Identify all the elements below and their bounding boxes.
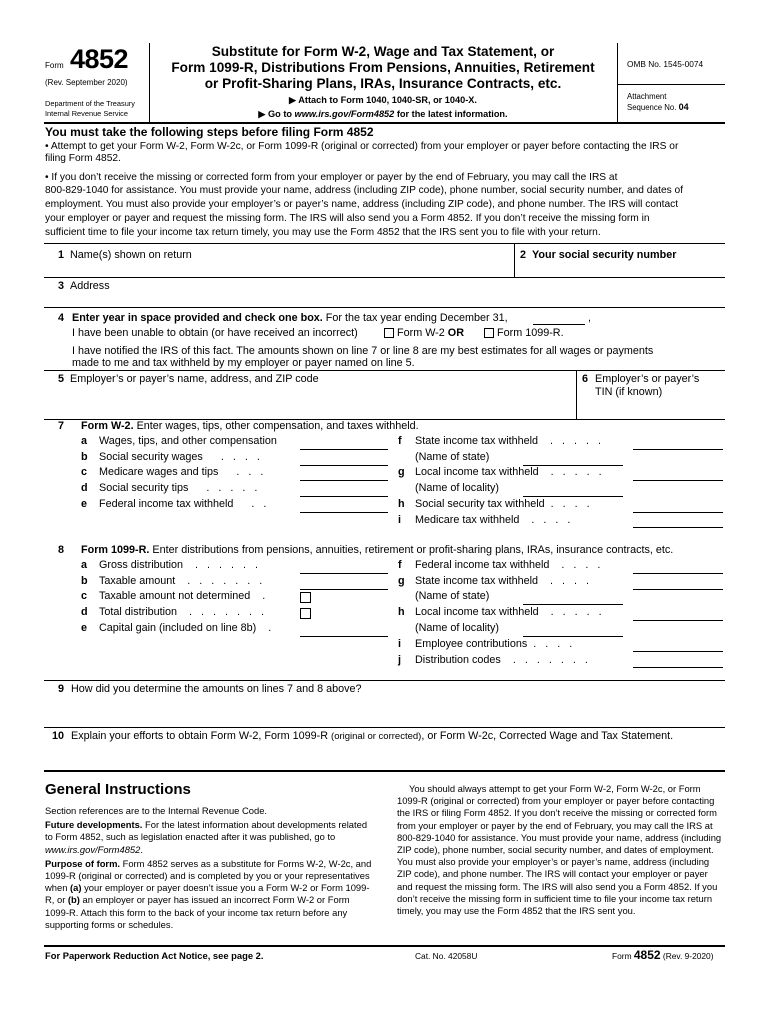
attach-instruction: ▶ Attach to Form 1040, 1040-SR, or 1040-X. [289,95,477,105]
line-8a-label: Gross distribution . . . . . . [99,559,262,571]
line-8f-label: Federal income tax withheld . . . . [415,559,604,571]
line-7e-label: Federal income tax withheld . . [99,498,270,510]
line-8i-label: Employee contributions . . . . [415,638,576,650]
line-7b-label: Social security wages . . . . [99,451,263,463]
line-7b-input[interactable] [300,465,388,466]
instructions-intro: Section references are to the Internal Revenue Code. [45,805,268,816]
instructions-right-column: You should always attempt to get your Form W-2, Form W-2c, or Form 1099-R (original or corrected) from your employer or payer before contacting the IRS or filing Form 4852. If you don’t receive the missing or corrected form from your employer or payer by the end of February, you may call the IRS at 800-829-1040 for assistance. You must provide your name, address (including ZIP code), phone number, social security number, and dates of employment. You must also provide your employer’s or payer’s name, address (including ZIP code), and phone number. The IRS will contact your employer or payer and request the missing form. The IRS will also send you a Form 4852. If you don’t receive the missing form in sufficient time to file your income tax return timely, you may use the Form 4852 that the IRS sent you. [397,783,722,917]
line-6-label-2: TIN (if known) [595,386,663,398]
line-8a-input[interactable] [300,573,388,574]
line-7i-label: Medicare tax withheld . . . . [415,514,574,526]
future-developments-paragraph: Future developments. For the latest information about developments related to Form 4852, such as legislation enacted after it was published, go to www.irs.gov/Form4852. [45,819,368,855]
line-7g-label: Local income tax withheld . . . . . [415,466,605,478]
line-7-heading: Form W-2. Enter wages, tips, other compensation, and taxes withheld. [81,420,419,432]
line-2-label: Your social security number [532,249,677,261]
line-8j-input[interactable] [633,667,723,668]
line-3-label: Address [70,280,110,292]
line-7d-label: Social security tips . . . . . [99,482,261,494]
line-7g-locality-input[interactable] [523,496,623,497]
line-7c-input[interactable] [300,480,388,481]
steps-bullet-2-line-4: your employer or payer and request the missing form. The IRS will also send you a Form 4852. If you don’t receive the missing form in [45,213,650,224]
line-7h-label: Social security tax withheld . . . . [415,498,593,510]
line-8g-label: State income tax withheld . . . . [415,575,593,587]
line-8d-checkbox[interactable] [300,608,311,619]
line-8h-label: Local income tax withheld . . . . . [415,606,605,618]
title-line-3: or Profit-Sharing Plans, IRAs, Insurance Contracts, etc. [204,76,562,91]
form-1099r-checkbox[interactable] [484,328,494,338]
line-8i-input[interactable] [633,651,723,652]
instructions-left-column [45,805,373,933]
line-8g-state-label: (Name of state) [415,590,490,602]
form-number: 4852 [70,44,129,74]
line-8d-label: Total distribution . . . . . . . [99,606,268,618]
line-7h-input[interactable] [633,512,723,513]
line-8h-locality-label: (Name of locality) [415,622,499,634]
line-7g-locality-label: (Name of locality) [415,482,499,494]
line-7i-input[interactable] [633,527,723,528]
line-5-label: Employer’s or payer’s name, address, and ZIP code [70,373,319,385]
line-10-label: Explain your efforts to obtain Form W-2, Form 1099-R (original or corrected), or Form W-2c, Corrected Wage and Tax Statement. [71,730,674,742]
agency: Internal Revenue Service [45,109,128,118]
line-7f-input[interactable] [633,449,723,450]
steps-heading: You must take the following steps before filing Form 4852 [45,125,374,139]
line-8f-input[interactable] [633,573,723,574]
line-8j-label: Distribution codes . . . . . . . [415,654,591,666]
line-8-heading: Form 1099-R. Enter distributions from pensions, annuities, retirement or profit-sharing plans, IRAs, insurance contracts, etc. [81,544,674,556]
steps-bullet-2-line-1: • If you don’t receive the missing or corrected form from your employer or payer by the end of February, you may call the IRS at [45,172,618,183]
line-7c-label: Medicare wages and tips . . . [99,466,267,478]
sequence-number: 04 [678,102,689,112]
line-8h-locality-input[interactable] [523,636,623,637]
form-word: Form [45,61,64,70]
line-7a-input[interactable] [300,449,388,450]
footer-form-id: Form 4852 (Rev. 9-2020) [612,948,714,962]
sequence-label: Sequence No. 04 [627,102,689,112]
steps-bullet-2-line-2: 800-829-1040 for assistance. You must provide your name, address (including ZIP code), phone number, social security number, and dates of [45,185,684,196]
line-8h-input[interactable] [633,620,723,621]
line-8c-checkbox[interactable] [300,592,311,603]
line-8g-state-input[interactable] [523,604,623,605]
title-line-1: Substitute for Form W-2, Wage and Tax Statement, or [211,44,555,59]
general-instructions-heading: General Instructions [45,781,191,798]
steps-bullet-2-line-3: employment. You must also provide your employer’s or payer’s name, address (including ZIP code), and phone number. The IRS will contact [45,199,679,210]
catalog-number: Cat. No. 42058U [415,951,478,961]
steps-bullet-2-line-5: sufficient time to file your income tax return timely, you may use the Form 4852 that the IRS sent you to file with your return. [45,227,601,238]
attachment-label: Attachment [627,92,667,101]
line-7d-input[interactable] [300,496,388,497]
line-8b-input[interactable] [300,589,388,590]
line-7g-input[interactable] [633,480,723,481]
line-4-instruction: Enter year in space provided and check one box. For the tax year ending December 31, [72,312,508,324]
line-8g-input[interactable] [633,589,723,590]
line-8c-label: Taxable amount not determined . [99,590,269,602]
line-7a-label: Wages, tips, and other compensation [99,435,277,447]
title-line-2: Form 1099-R, Distributions From Pensions, Annuities, Retirement [171,60,595,75]
future-developments-link[interactable]: www.irs.gov/Form4852 [45,843,141,855]
line-6-label-1: Employer’s or payer’s [595,373,700,385]
line-9-label: How did you determine the amounts on lines 7 and 8 above? [71,683,362,695]
steps-bullet-1-line-2: filing Form 4852. [45,153,121,164]
irs-website-link[interactable]: www.irs.gov/Form4852 [294,109,395,119]
line-7f-state-label: (Name of state) [415,451,490,463]
form-1099r-checkbox-label: Form 1099-R. [497,327,564,339]
omb-number: OMB No. 1545-0074 [627,59,704,69]
line-1-label: Name(s) shown on return [70,249,192,261]
line-4-unable-text: I have been unable to obtain (or have received an incorrect) [72,327,358,339]
line-4-note-1: I have notified the IRS of this fact. The amounts shown on line 7 or line 8 are my best estimates for all wages or payments [72,345,654,357]
form-w2-checkbox[interactable] [384,328,394,338]
line-4-note-2: made to me and tax withheld by my employer or payer named on line 5. [72,357,415,369]
form-w2-checkbox-label: Form W-2 OR [397,327,464,339]
line-8e-input[interactable] [300,636,388,637]
website-instruction: ▶ Go to www.irs.gov/Form4852 for the latest information. [258,109,508,119]
purpose-paragraph: Purpose of form. Form 4852 serves as a substitute for Forms W-2, W-2c, and 1099-R (original or corrected) and is completed by you or your representatives when (a) your employer or payer doesn’t issue you a Form W-2 or Form 1099-R, or (b) an employer or payer has issued an incorrect Form W-2 or Form 1099-R. Attach this form to the back of your income tax return before any supporting forms or schedules. [45,857,372,930]
department: Department of the Treasury [45,99,135,108]
line-8b-label: Taxable amount . . . . . . . [99,575,266,587]
steps-bullet-1-line-1: • Attempt to get your Form W-2, Form W-2c, or Form 1099-R (original or corrected) from your employer or payer before contacting the IRS or [45,141,679,152]
line-7e-input[interactable] [300,512,388,513]
tax-year-input[interactable] [533,324,585,325]
line-7f-label: State income tax withheld . . . . . [415,435,605,447]
revision-date: (Rev. September 2020) [45,78,128,87]
paperwork-notice: For Paperwork Reduction Act Notice, see page 2. [45,950,264,961]
line-8e-label: Capital gain (included on line 8b) . [99,622,275,634]
